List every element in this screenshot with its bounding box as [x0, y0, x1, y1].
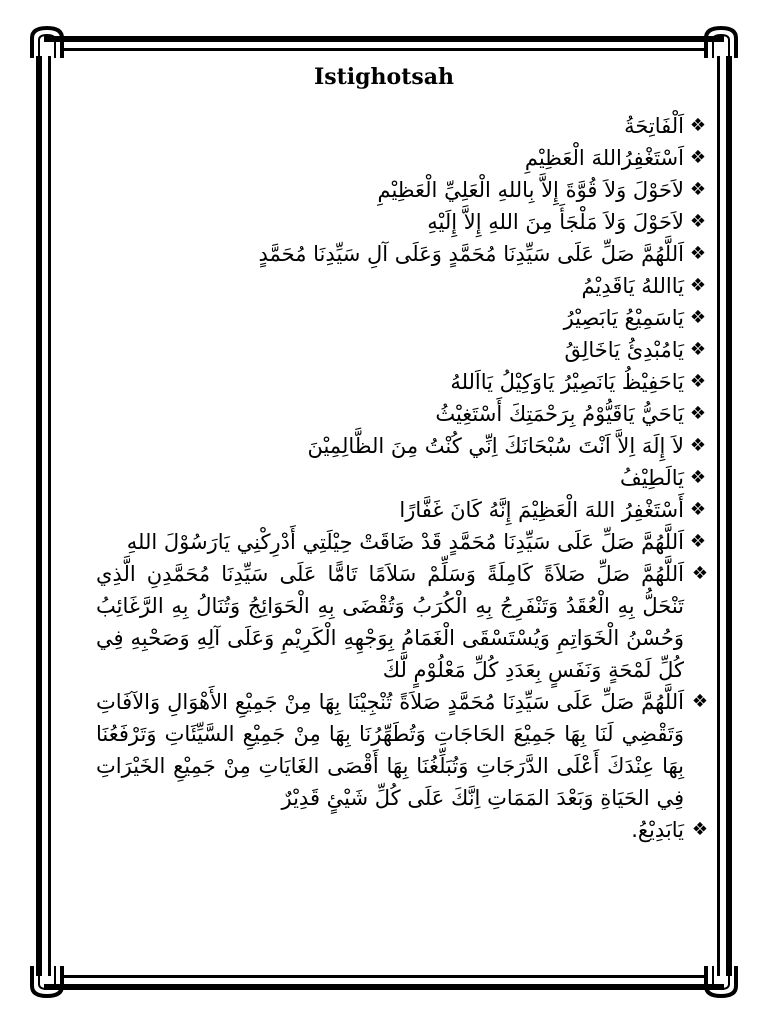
bullet-icon: ❖ [689, 499, 707, 520]
list-item-text: لاَحَوْلَ وَلاَ قُوَّةَ إِلاَّ بِاللهِ الْعَلِيِّ الْعَظِيْمِ [377, 178, 684, 202]
list-item [96, 686, 708, 814]
bullet-icon: ❖ [691, 819, 708, 840]
list-item [96, 526, 707, 558]
page-title: Istighotsah [313, 64, 455, 90]
bullet-icon: ❖ [689, 307, 707, 328]
frame-left-outer [36, 56, 42, 976]
list-item-text: لاَحَوْلَ وَلاَ مَلْجَأَ مِنَ اللهِ إِلاَّ إِلَيْهِ [427, 210, 684, 234]
frame-left-inner [48, 56, 51, 976]
list-item [96, 398, 707, 430]
list-item-text: يَااللهُ يَاقَدِيْمُ [581, 274, 684, 298]
list-item [96, 334, 707, 366]
list-item-text: اَللَّهُمَّ صَلِّ عَلَى سَيِّدِنَا مُحَمَّدٍ وَعَلَى آلِ سَيِّدِنَا مُحَمَّدٍ [258, 242, 684, 266]
bullet-icon: ❖ [689, 531, 707, 552]
bullet-icon: ❖ [689, 243, 707, 264]
list-item-text: اَلْفَاتِحَةُ [624, 114, 684, 138]
list-item-text: اَللَّهُمَّ صَلِّ عَلَى سَيِّدِنَا مُحَمَّدٍ صَلاَةً تُنْجِيْنَا بِهَا مِنْ جَمِيْعِ الأَهْوَالِ وَالآفَاتِ وَتَقْضِي لَنَا بِهَا جَمِيْعَ الحَاجَاتِ وَتُطَهِّرُنَا بِهَا مِنْ جَمِيْعِ السَّيِّئَاتِ وَتَرْفَعُنَا بِهَا عِنْدَكَ أَعْلَى الدَّرَجَاتِ وَتُبَلِّغُنَا بِهَا أَقْصَى الغَايَاتِ مِنْ جَمِيْعِ الخَيْرَاتِ فِي الحَيَاةِ وَبَعْدَ المَمَاتِ اِنَّكَ عَلَى كُلِّ شَيْئٍ قَدِيْرٌ [96, 690, 684, 810]
list-item [96, 110, 707, 142]
list-item-text: اَسْتَغْفِرُاللهَ الْعَظِيْمِ [524, 146, 684, 170]
list-item-text: اَللَّهُمَّ صَلِّ عَلَى سَيِّدِنَا مُحَمَّدٍ قَدْ ضَاقَتْ حِيْلَتِي أَدْرِكْنِي يَارَسُوْلَ اللهِ [126, 530, 684, 554]
frame-bottom-inner [64, 975, 704, 978]
bullet-icon: ❖ [689, 211, 707, 232]
list-item-text: يَامُبْدِئُ يَاخَالِقُ [564, 338, 684, 362]
prayer-list [96, 110, 708, 846]
bullet-icon: ❖ [689, 147, 707, 168]
list-item-text: لاَ إِلَهَ اِلاَّ اَنْتَ سُبْحَانَكَ اِنِّي كُنْتُ مِنَ الظَّالِمِيْنَ [307, 434, 684, 458]
frame-right-outer [726, 56, 732, 976]
list-item [96, 174, 707, 206]
list-item [96, 302, 707, 334]
frame-right-inner [717, 56, 720, 976]
corner-ornament-bottom-right [704, 964, 738, 998]
frame-top-outer [44, 36, 724, 42]
bullet-icon: ❖ [689, 339, 707, 360]
bullet-icon: ❖ [689, 275, 707, 296]
frame-top-inner [64, 48, 704, 51]
list-item [96, 270, 707, 302]
bullet-icon: ❖ [689, 435, 707, 456]
list-item [96, 430, 707, 462]
corner-ornament-bottom-left [30, 964, 64, 998]
list-item-text: يَابَدِيْعُ. [631, 818, 684, 842]
list-item-text: يَالَطِيْفُ [620, 466, 684, 490]
list-item [96, 366, 707, 398]
corner-ornament-top-right [704, 26, 738, 60]
list-item [96, 206, 707, 238]
list-item-text: يَاحَفِيْظُ يَانَصِيْرُ يَاوَكِيْلُ يَااَللهُ [450, 370, 684, 394]
list-item [96, 238, 707, 270]
bullet-icon: ❖ [691, 563, 708, 584]
bullet-icon: ❖ [689, 467, 707, 488]
list-item-text: أَسْتَغْفِرُ اللهَ الْعَظِيْمَ إِنَّهُ كَانَ غَفَّارًا [399, 498, 684, 522]
list-item-text: يَاحَيُّ يَاقَيُّوْمُ بِرَحْمَتِكَ أَسْتَغِيْثُ [435, 402, 684, 426]
list-item [96, 494, 707, 526]
list-item [96, 462, 707, 494]
list-item-text: اَللَّهُمَّ صَلِّ صَلاَةً كَامِلَةً وَسَلِّمْ سَلاَمًا تَامًّا عَلَى سَيِّدِنَا مُحَمَّدِنِ الَّذِي تَنْحَلُّ بِهِ الْعُقَدُ وَتَنْفَرِجُ بِهِ الْكُرَبُ وَتُقْضَى بِهِ الْحَوَائِجُ وَتُنَالُ بِهِ الرَّغَائِبُ وَحُسْنُ الْخَوَاتِمِ وَيُسْتَسْقَى الْغَمَامُ بِوَجْهِهِ الْكَرِيْمِ وَعَلَى آلِهِ وَصَحْبِهِ فِي كُلِّ لَمْحَةٍ وَنَفَسٍ بِعَدَدِ كُلِّ مَعْلُوْمٍ لَّكَ [96, 562, 684, 682]
list-item [96, 814, 708, 846]
list-item-text: يَاسَمِيْعُ يَابَصِيْرُ [563, 306, 684, 330]
list-item [96, 558, 708, 686]
corner-ornament-top-left [30, 26, 64, 60]
bullet-icon: ❖ [689, 371, 707, 392]
frame-bottom-outer [44, 984, 724, 990]
bullet-icon: ❖ [689, 403, 707, 424]
bullet-icon: ❖ [689, 115, 707, 136]
bullet-icon: ❖ [689, 179, 707, 200]
list-item [96, 142, 707, 174]
bullet-icon: ❖ [691, 691, 708, 712]
